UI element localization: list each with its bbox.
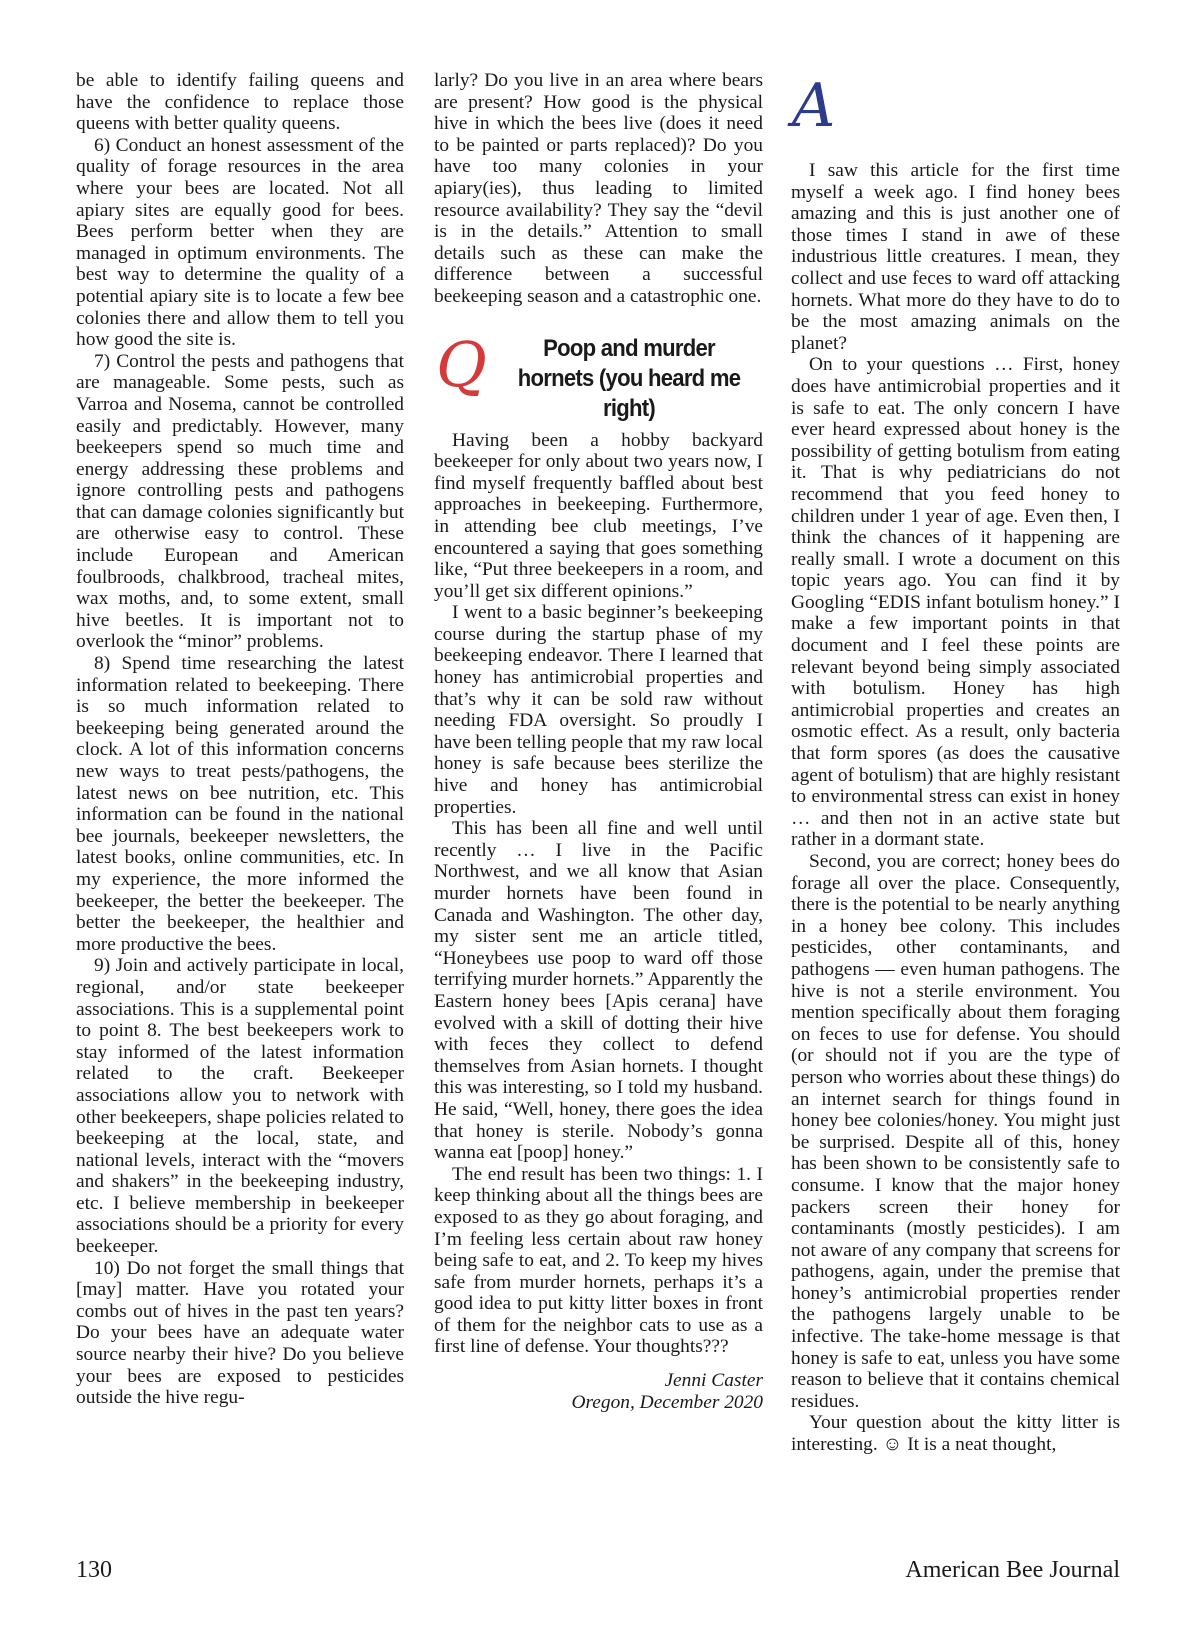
- column-left: [76, 70, 404, 1409]
- paragraph: I saw this article for the first time myself a week ago. I find honey bees amazing and this is just another one of those times I stand in awe of these industrious little creatures. I mean, they collect and use feces to ward off attacking hornets. What more do they have to do to be the most amazing animals on the planet?: [791, 160, 1120, 354]
- paragraph: On to your questions … First, honey does have antimicrobial properties and it is safe to eat. The only concern I have ever heard expressed about honey is the possibility of getting botulism from eating it. That is why pediatricians do not recommend that you feed honey to children under 1 year of age. Even then, I think the chances of it happening are really small. I wrote a document on this topic years ago. You can find it by Googling “EDIS infant botulism honey.” I make a few important points in that document and I feel these points are relevant beyond being simply associated with botulism. Honey has high antimicrobial properties and creates an osmotic effect. As a result, only bacteria that form spores (as does the causative agent of botulism) that are highly resistant to environmental stress can exist in honey … and then not in an active state but rather in a dormant state.: [791, 354, 1120, 851]
- signature-place: Oregon, December 2020: [571, 1392, 763, 1414]
- question-title: Poop and murder hornets (you heard me right): [517, 334, 741, 422]
- paragraph: Your question about the kitty litter is interesting. ☺ It is a neat thought,: [791, 1412, 1120, 1456]
- journal-title: American Bee Journal: [905, 1557, 1120, 1583]
- signature-name: Jenni Caster: [664, 1370, 763, 1392]
- paragraph: 10) Do not forget the small things that [may] matter. Have you rotated your combs out of hives in the past ten years? Do your bees have an adequate water source nearby their hive? Do you believe your bees are exposed to pesticides outside the hive regu-: [76, 1257, 404, 1409]
- paragraph: Having been a hobby backyard beekeeper for only about two years now, I find myself frequently baffled about best approaches in beekeeping. Furthermore, in attending bee club meetings, I’ve encountered a saying that goes something like, “Put three beekeepers in a room, and you’ll get six different opinions.”: [434, 429, 763, 602]
- signature: [434, 1370, 763, 1414]
- page-number: 130: [76, 1557, 112, 1583]
- column-middle: [434, 70, 763, 1414]
- paragraph: I went to a basic beginner’s beekeeping course during the startup phase of my beekeeping endeavor. There I learned that honey has antimicrobial properties and that’s why it can be sold raw without needing FDA oversight. So proudly I have been telling people that my raw local honey is safe because bees sterilize the hive and honey has antimicrobial properties.: [434, 602, 763, 818]
- paragraph: 6) Conduct an honest assessment of the quality of forage resources in the area where your bees are located. Not all apiary sites are equally good for bees. Bees perform better when they are managed in optimum environments. The best way to determine the quality of a potential apiary site is to locate a few bee colonies there and allow them to tell you how good the site is.: [76, 134, 404, 351]
- question-letter: Q: [436, 327, 487, 401]
- paragraph: be able to identify failing queens and have the confidence to replace those queens with better quality queens.: [76, 70, 404, 135]
- answer-letter: A: [792, 71, 836, 141]
- paragraph: 8) Spend time researching the latest information related to beekeeping. There is so much information related to beekeeping being generated around the clock. A lot of this information concerns new ways to treat pests/pathogens, the latest news on bee nutrition, etc. This information can be found in the national bee journals, beekeeper newsletters, the latest books, online communities, etc. In my experience, the more informed the beekeeper, the better the beekeeper. The better the beekeeper, the healthier and more productive the bees.: [76, 653, 404, 955]
- paragraph: larly? Do you live in an area where bears are present? How good is the physical hive in which the bees live (does it need to be painted or parts replaced)? Do you have too many colonies in your apiary(ies), thus leading to limited resource availability? They say the “devil is in the details.” Attention to small details such as these can make the difference between a successful beekeeping season and a catastrophic one.: [434, 70, 763, 307]
- question-heading: [434, 327, 763, 422]
- column-right: [791, 160, 1120, 1456]
- paragraph: The end result has been two things: 1. I keep thinking about all the things bees are exposed to as they go about foraging, and I’m feeling less certain about raw honey being safe to eat, and 2. To keep my hives safe from murder hornets, perhaps it’s a good idea to put kitty litter boxes in front of them for the neighbor cats to use as a first line of defense. Your thoughts???: [434, 1163, 763, 1358]
- paragraph: This has been all fine and well until recently … I live in the Pacific Northwest, and we all know that Asian murder hornets have been found in Canada and Washington. The other day, my sister sent me an article titled, “Honeybees use poop to ward off those terrifying murder hornets.” Apparently the Eastern honey bees [Apis cerana] have evolved with a skill of dotting their hive with feces they collect to defend themselves from Asian hornets. I thought this was interesting, so I told my husband. He said, “Well, honey, there goes the idea that honey is sterile. Nobody’s gonna wanna eat [poop] honey.”: [434, 818, 763, 1164]
- paragraph: 7) Control the pests and pathogens that are manageable. Some pests, such as Varroa and Nosema, cannot be controlled easily and predictably. However, many beekeepers spend so much time and energy addressing these problems and ignore controlling pests and pathogens that can damage colonies significantly but are otherwise easy to control. These include European and American foulbroods, chalkbrood, tracheal mites, wax moths, and, to some extent, small hive beetles. It is important not to overlook the “minor” problems.: [76, 350, 404, 653]
- paragraph: Second, you are correct; honey bees do forage all over the place. Consequently, there is the potential to be nearly anything in a honey bee colony. This includes pesticides, other contaminants, and pathogens — even human pathogens. The hive is not a sterile environment. You mention specifically about them foraging on feces to use for defense. You should (or should not if you are the type of person who worries about these things) do an internet search for things found in honey bee colonies/honey. You might just be surprised. Despite all of this, honey has been shown to be consistently safe to consume. I know that the major honey packers screen their honey for contaminants (mostly pesticides). I am not aware of any company that screens for pathogens, again, under the premise that honey’s antimicrobial properties render the pathogens largely unable to be infective. The take-home message is that honey is safe to eat, unless you have some reason to believe that it contains chemical residues.: [791, 851, 1120, 1412]
- paragraph: 9) Join and actively participate in local, regional, and/or state beekeeper associations. This is a supplemental point to point 8. The best beekeepers work to stay informed of the latest information related to the craft. Beekeeper associations allow you to network with other beekeepers, shape policies related to beekeeping at the local, state, and national levels, interact with the “movers and shakers” in the beekeeping industry, etc. I believe membership in beekeeper associations should be a priority for every beekeeper.: [76, 955, 404, 1258]
